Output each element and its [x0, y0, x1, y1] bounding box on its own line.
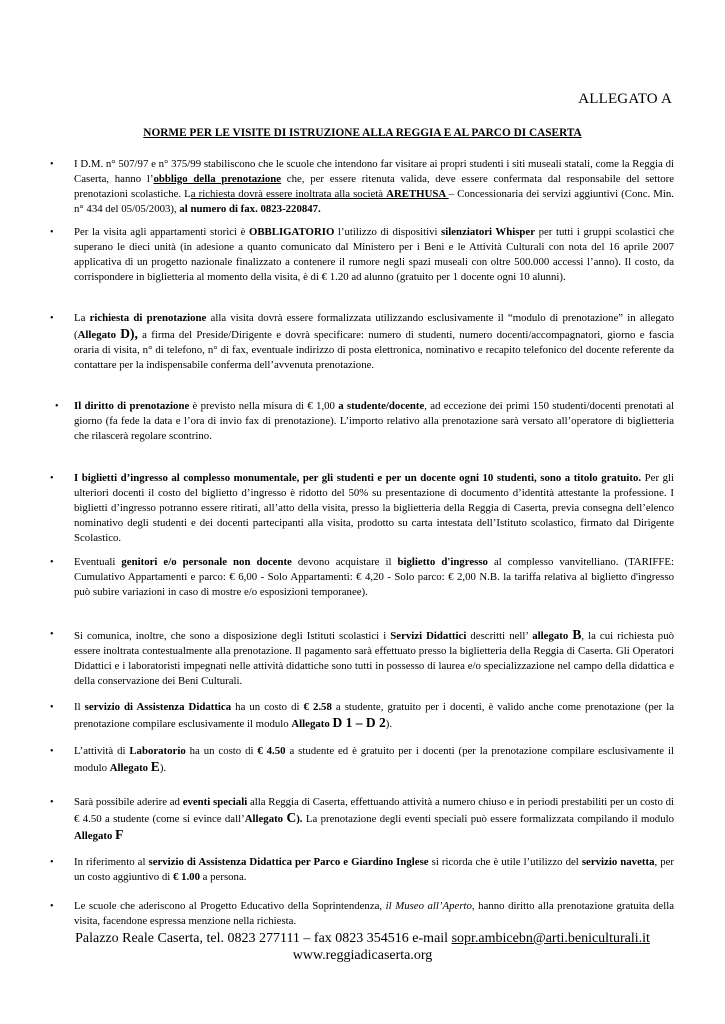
bullet-icon: • — [50, 313, 54, 324]
list-item: I D.M. n° 507/97 e n° 375/99 stabiliscono che le scuole che intendono far visitare ai propri studenti i siti museali statali, come la Reggia di Caserta, hanno l’obbligo della prenotazione che, per essere ritenuta valida, deve essere confermata dal responsabile del settore prenotazioni scolastiche. La richiesta dovrà essere inoltrata alla società ARETHUSA – Concessionaria dei servizi aggiuntivi (Conc. Min. n° 434 del 05/05/2003), al numero di fax. 0823-220847. — [74, 158, 674, 215]
bullet-icon: • — [50, 857, 54, 868]
website-link[interactable]: www.reggiadicaserta.org — [292, 948, 433, 963]
list-item: I biglietti d’ingresso al complesso monumentale, per gli studenti e per un docente ogni 10 studenti, sono a titolo gratuito. Per gli ulteriori docenti il costo del biglietto d’ingresso è ridotto del 50% su presentazione di documento d’identità attestante la professione. I biglietti d’ingresso potranno essere ritirati, all’atto della visita, presso la biglietteria della Reggia di Caserta, previa consegna dell’elenco nominativo degli studenti e dei docenti partecipanti alla visita, prodotto su carta intestata dell’Istituto scolastico, firmato dal Dirigente Scolastico. — [74, 472, 674, 544]
list-item: Per la visita agli appartamenti storici è OBBLIGATORIO l’utilizzo di dispositivi silenziatori Whisper per tutti i gruppi scolastici che superano le dieci unità (in adesione a quanto comunicato dal Ministero per i Beni e le Attività Culturali con nota del 16 aprile 2007 applicativa di un progetto nazionale finalizzato a contenere il rumore negli spazi museali con oltre 500.000 accessi l’anno). Il costo, da corrispondere in biglietteria al momento della visita, è di € 1.20 ad alunno (gratuito per 1 docente ogni 10 alunni). — [74, 226, 674, 283]
allegato-label: ALLEGATO A — [578, 91, 672, 107]
email-link[interactable]: sopr.ambicebn@arti.beniculturali.it — [451, 931, 650, 946]
bullet-icon: • — [50, 227, 54, 238]
bullet-icon: • — [55, 401, 59, 412]
bullet-icon: • — [50, 746, 54, 757]
bullet-icon: • — [50, 557, 54, 568]
list-item: Sarà possibile aderire ad eventi speciali alla Reggia di Caserta, effettuando attività a numero chiuso e in periodi prestabiliti per un costo di € 4.50 a studente (come si evince dall’Allegato C). La prenotazione degli eventi speciali può essere formalizzata compilando il modulo Allegato F — [74, 796, 674, 842]
list-item: L’attività di Laboratorio ha un costo di € 4.50 a studente ed è gratuito per i docenti (per la prenotazione compilare esclusivamente il modulo Allegato E). — [74, 745, 674, 774]
bullet-icon: • — [50, 901, 54, 912]
bullet-icon: • — [50, 629, 54, 640]
list-item: Le scuole che aderiscono al Progetto Educativo della Soprintendenza, il Museo all’Aperto, hanno diritto alla prenotazione gratuita della visita, facendone espressa menzione nella richiesta. — [74, 900, 674, 927]
list-item: Si comunica, inoltre, che sono a disposizione degli Istituti scolastici i Servizi Didattici descritti nell’ allegato B, la cui richiesta può essere inoltrata contestualmente alla prenotazione. Il pagamento sarà effettuato presso la biglietteria della Reggia di Caserta. Gli Operatori Didattici e i laboratoristi impegnati nelle attività didattiche sono tutti in possesso di laurea e/o specializzazione nel campo della didattica e della conservazione dei Beni Culturali. — [74, 627, 675, 687]
bullet-icon: • — [50, 159, 54, 170]
footer-contact — [0, 931, 725, 947]
list-item: Il servizio di Assistenza Didattica ha un costo di € 2.58 a studente, gratuito per i docenti, è valido anche come prenotazione (per la prenotazione compilare esclusivamente il modulo Allegato D 1 – D 2). — [74, 701, 674, 730]
bullet-icon: • — [50, 473, 54, 484]
bullet-icon: • — [50, 797, 54, 808]
list-item: In riferimento al servizio di Assistenza Didattica per Parco e Giardino Inglese si ricorda che è utile l’utilizzo del servizio navetta, per un costo aggiuntivo di € 1.00 a persona. — [74, 856, 674, 883]
footer-address: Palazzo Reale Caserta, tel. 0823 277111 – fax 0823 354516 e-mail — [75, 931, 452, 946]
list-item: Eventuali genitori e/o personale non docente devono acquistare il biglietto d'ingresso al complesso vanvitelliano. (TARIFFE: Cumulativo Appartamenti e parco: € 6,00 - Solo Appartamenti: € 4,20 - Solo parco: € 2,00 N.B. la tariffa relativa al biglietto d'ingresso può subire variazioni in caso di mostre e/o esposizioni temporanee). — [74, 556, 675, 598]
list-item: La richiesta di prenotazione alla visita dovrà essere formalizzata utilizzando esclusivamente il “modulo di prenotazione” in allegato (Allegato D), a firma del Preside/Dirigente e dovrà specificare: numero di studenti, numero docenti/accompagnatori, giorno e fascia oraria di visita, n° di telefono, n° di fax, eventuale indirizzo di posta elettronica, nominativo e recapito telefonico del docente referente da contattare per la indispensabile conferma dell’avvenuta prenotazione. — [74, 312, 674, 371]
list-item: Il diritto di prenotazione è previsto nella misura di € 1,00 a studente/docente, ad eccezione dei primi 150 studenti/docenti prenotati al giorno (fa fede la data e l’ora di invio fax di prenotazione). L’importo relativo alla prenotazione sarà versato all’operatore di biglietteria che rilascerà regolare scontrino. — [74, 400, 674, 442]
page-title: NORME PER LE VISITE DI ISTRUZIONE ALLA REGGIA E AL PARCO DI CASERTA — [143, 127, 582, 139]
bullet-icon: • — [50, 702, 54, 713]
